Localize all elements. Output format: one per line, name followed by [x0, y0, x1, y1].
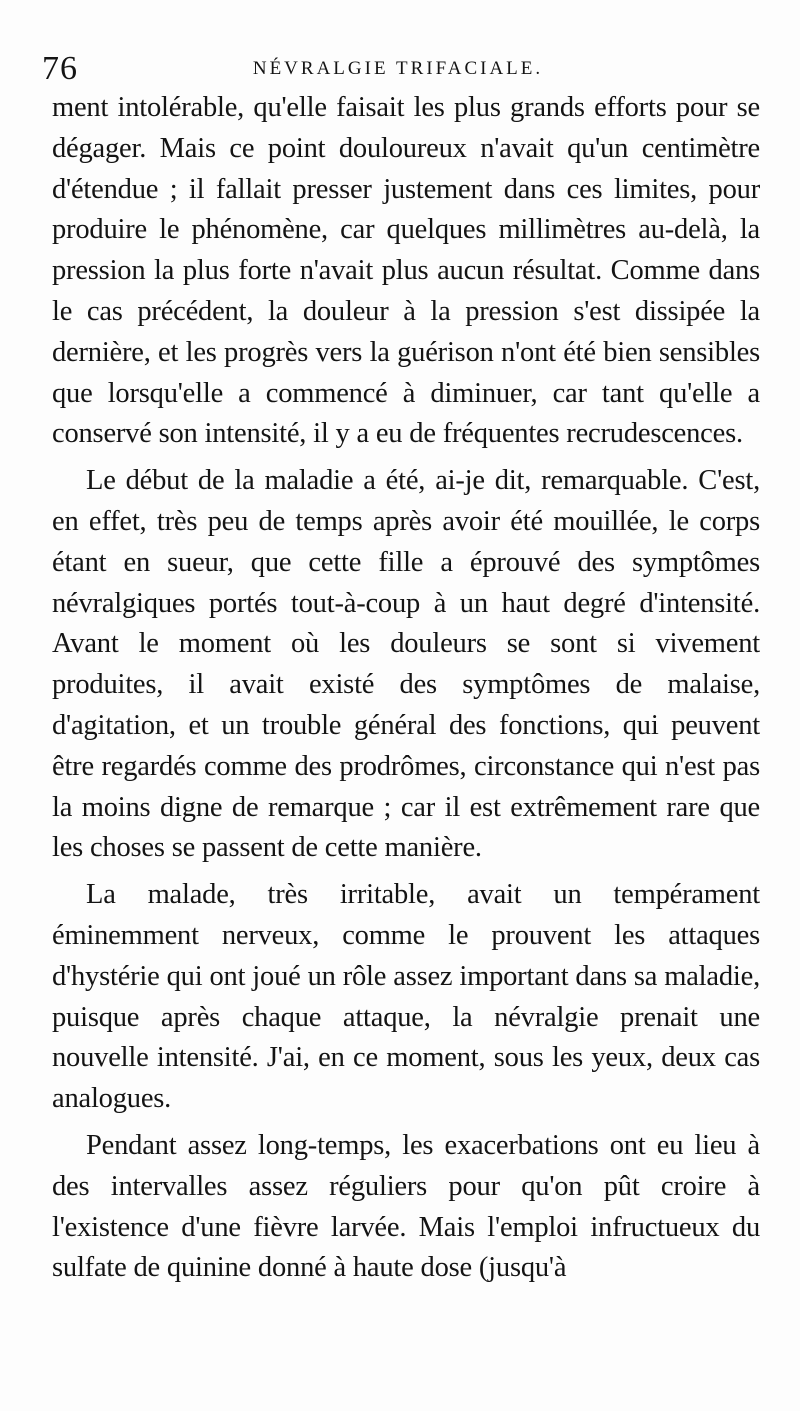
paragraph: La malade, très irritable, avait un tempérament éminemment nerveux, comme le prouvent les attaques d'hystérie qui ont joué un rôle assez important dans sa maladie, puisque après chaque attaque, la névralgie prenait une nouvelle intensité. J'ai, en ce moment, sous les yeux, deux cas analogues. [52, 879, 760, 1115]
page-number: 76 [42, 50, 78, 87]
page-header [42, 44, 754, 94]
paragraph: Pendant assez long-temps, les exacerbations ont eu lieu à des intervalles assez réguliers pour qu'on pût croire à l'existence d'une fièvre larvée. Mais l'emploi infructueux du sulfate de quinine donné à haute dose (jusqu'à [52, 1129, 760, 1284]
paragraph-continued: ment intolérable, qu'elle faisait les plus grands efforts pour se dégager. Mais ce point douloureux n'avait qu'un centimètre d'étendue ; il fallait presser justement dans ces limites, pour produire le phénomène, car quelques millimètres au-delà, la pression la plus forte n'avait plus aucun résultat. Comme dans le cas précédent, la douleur à la pression s'est dissipée la dernière, et les progrès vers la guérison n'ont été bien sensibles que lorsqu'elle a commencé à diminuer, car tant qu'elle a conservé son intensité, il y a eu de fréquentes recrudescences. [52, 92, 760, 450]
paragraph: Le début de la maladie a été, ai-je dit, remarquable. C'est, en effet, très peu de temps après avoir été mouillée, le corps étant en sueur, que cette fille a éprouvé des symptômes névralgiques portés tout-à-coup à un haut degré d'intensité. Avant le moment où les douleurs se sont si vivement produites, il avait existé des symptômes de malaise, d'agitation, et un trouble général des fonctions, qui peuvent être regardés comme des prodrômes, circonstance qui n'est pas la moins digne de remarque ; car il est extrêmement rare que les choses se passent de cette manière. [52, 465, 760, 864]
running-head: NÉVRALGIE TRIFACIALE. [252, 58, 544, 79]
body-text [52, 88, 760, 1289]
